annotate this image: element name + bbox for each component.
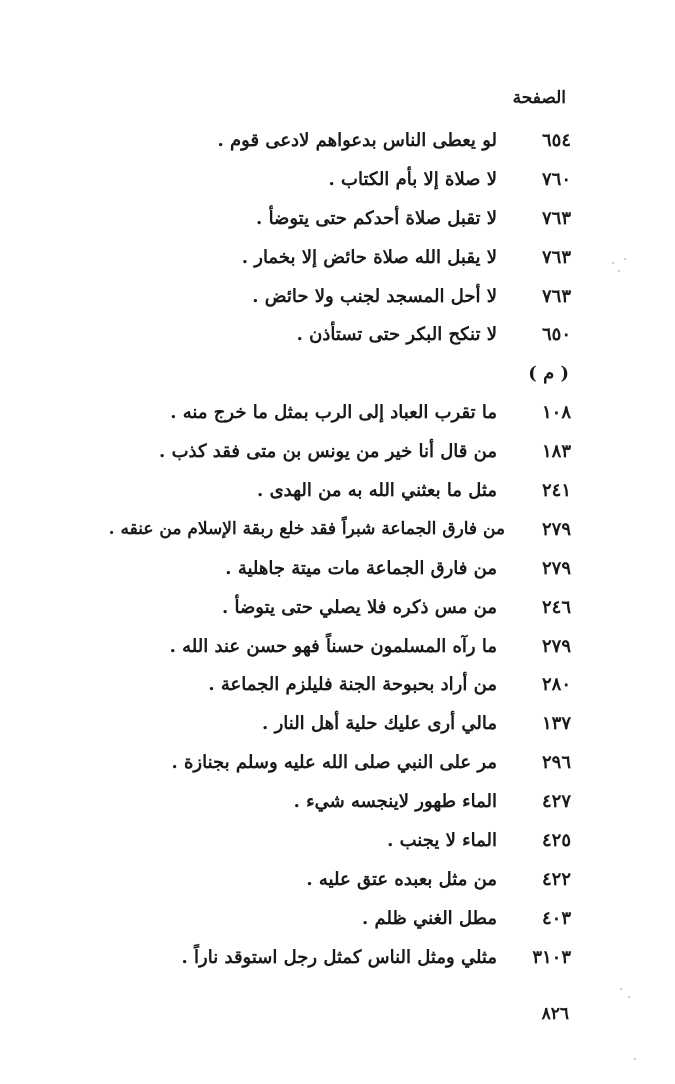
entry-text: لا تقبل صلاة أحدكم حتى يتوضأ . (256, 207, 497, 229)
index-entry (0, 282, 675, 321)
entry-text: مثلي ومثل الناس كمثل رجل استوقد ناراً . (181, 946, 497, 968)
index-entry (0, 865, 675, 904)
entry-text: الماء طهور لاينجسه شيء . (293, 791, 497, 813)
entry-page-number: ٤٢٢ (541, 868, 571, 890)
index-entry (0, 476, 675, 515)
index-entry (0, 826, 675, 865)
index-entry (0, 126, 675, 165)
entry-text: من مثل بعبده عتق عليه . (306, 868, 497, 890)
section-letter-heading (0, 359, 675, 398)
entry-page-number: ٧٦٠ (541, 168, 571, 190)
entry-page-number: ٧٦٣ (541, 285, 571, 307)
entry-text: الماء لا يجنب . (387, 830, 497, 852)
index-entry (0, 593, 675, 632)
entry-page-number: ٤٢٥ (541, 830, 571, 852)
entry-page-number: ٤٠٣ (541, 907, 571, 929)
entry-page-number: ٢٤١ (541, 480, 571, 502)
entry-page-number: ٢٧٩ (541, 557, 571, 579)
entry-page-number: ٦٥٤ (541, 130, 571, 151)
scan-speck (628, 996, 630, 998)
entry-page-number: ٧٦٣ (541, 246, 571, 268)
index-entry (0, 204, 675, 243)
index-entry (0, 515, 675, 554)
entry-page-number: ٣١٠٣ (532, 946, 571, 968)
entry-page-number: ٢٧٩ (541, 635, 571, 657)
entry-text: مطل الغني ظلم . (362, 907, 497, 929)
entry-text: لا يقبل الله صلاة حائض إلا بخمار . (241, 246, 497, 268)
entry-text: من قال أنا خير من يونس بن متى فقد كذب . (159, 441, 497, 463)
entry-text: لا صلاة إلا بأم الكتاب . (328, 168, 497, 190)
footer-page-number: ٨٢٦ (541, 1004, 569, 1024)
index-entry (0, 943, 675, 982)
entry-page-number: ٢٨٠ (541, 674, 571, 696)
entry-text: لا تنكح البكر حتى تستأذن . (296, 324, 497, 346)
entry-page-number: ٧٦٣ (541, 207, 571, 229)
index-entry (0, 787, 675, 826)
entry-text: من فارق الجماعة شبراً فقد خلع ربقة الإسلام من عنقه . (108, 518, 505, 539)
entry-page-number: ١٣٧ (541, 713, 571, 735)
index-entry (0, 243, 675, 282)
scan-speck (620, 988, 622, 990)
entry-page-number: ٢٧٩ (541, 518, 571, 540)
index-entry (0, 670, 675, 709)
scan-speck (612, 262, 614, 264)
entry-text: من مس ذكره فلا يصلي حتى يتوضأ . (221, 596, 497, 618)
scan-speck (624, 258, 626, 260)
entry-page-number: ٢٤٦ (541, 596, 571, 618)
entry-text: من فارق الجماعة مات ميتة جاهلية . (225, 557, 497, 579)
entry-text: ما تقرب العباد إلى الرب بمثل ما خرج منه . (170, 402, 497, 424)
entry-text: مر على النبي صلى الله عليه وسلم بجنازة . (171, 752, 497, 774)
entry-page-number: ١٨٣ (541, 441, 571, 463)
entry-text: من أراد بحبوحة الجنة فليلزم الجماعة . (208, 674, 497, 696)
hadith-index-list (0, 126, 675, 982)
index-entry (0, 165, 675, 204)
entry-page-number: ٢٩٦ (541, 752, 571, 774)
entry-page-number: ٦٥٠ (541, 324, 571, 346)
index-entry (0, 709, 675, 748)
scan-speck (634, 1058, 636, 1060)
index-entry (0, 398, 675, 437)
entry-page-number: ١٠٨ (541, 402, 571, 424)
index-entry (0, 748, 675, 787)
entry-text: لو يعطى الناس بدعواهم لادعى قوم . (217, 130, 497, 151)
entry-text: ما رآه المسلمون حسناً فهو حسن عند الله . (169, 635, 497, 657)
entry-page-number: ٤٢٧ (541, 791, 571, 813)
entry-text: مالي أرى عليك حلية أهل النار . (262, 713, 497, 735)
entry-text: لا أحل المسجد لجنب ولا حائض . (252, 285, 497, 307)
index-entry (0, 437, 675, 476)
index-entry (0, 320, 675, 359)
index-entry (0, 632, 675, 671)
page-column-header: الصفحة (512, 88, 566, 108)
index-entry (0, 554, 675, 593)
index-entry (0, 904, 675, 943)
section-letter: ( م ) (528, 363, 569, 385)
scan-speck (618, 270, 620, 272)
entry-text: مثل ما بعثني الله به من الهدى . (257, 480, 497, 502)
